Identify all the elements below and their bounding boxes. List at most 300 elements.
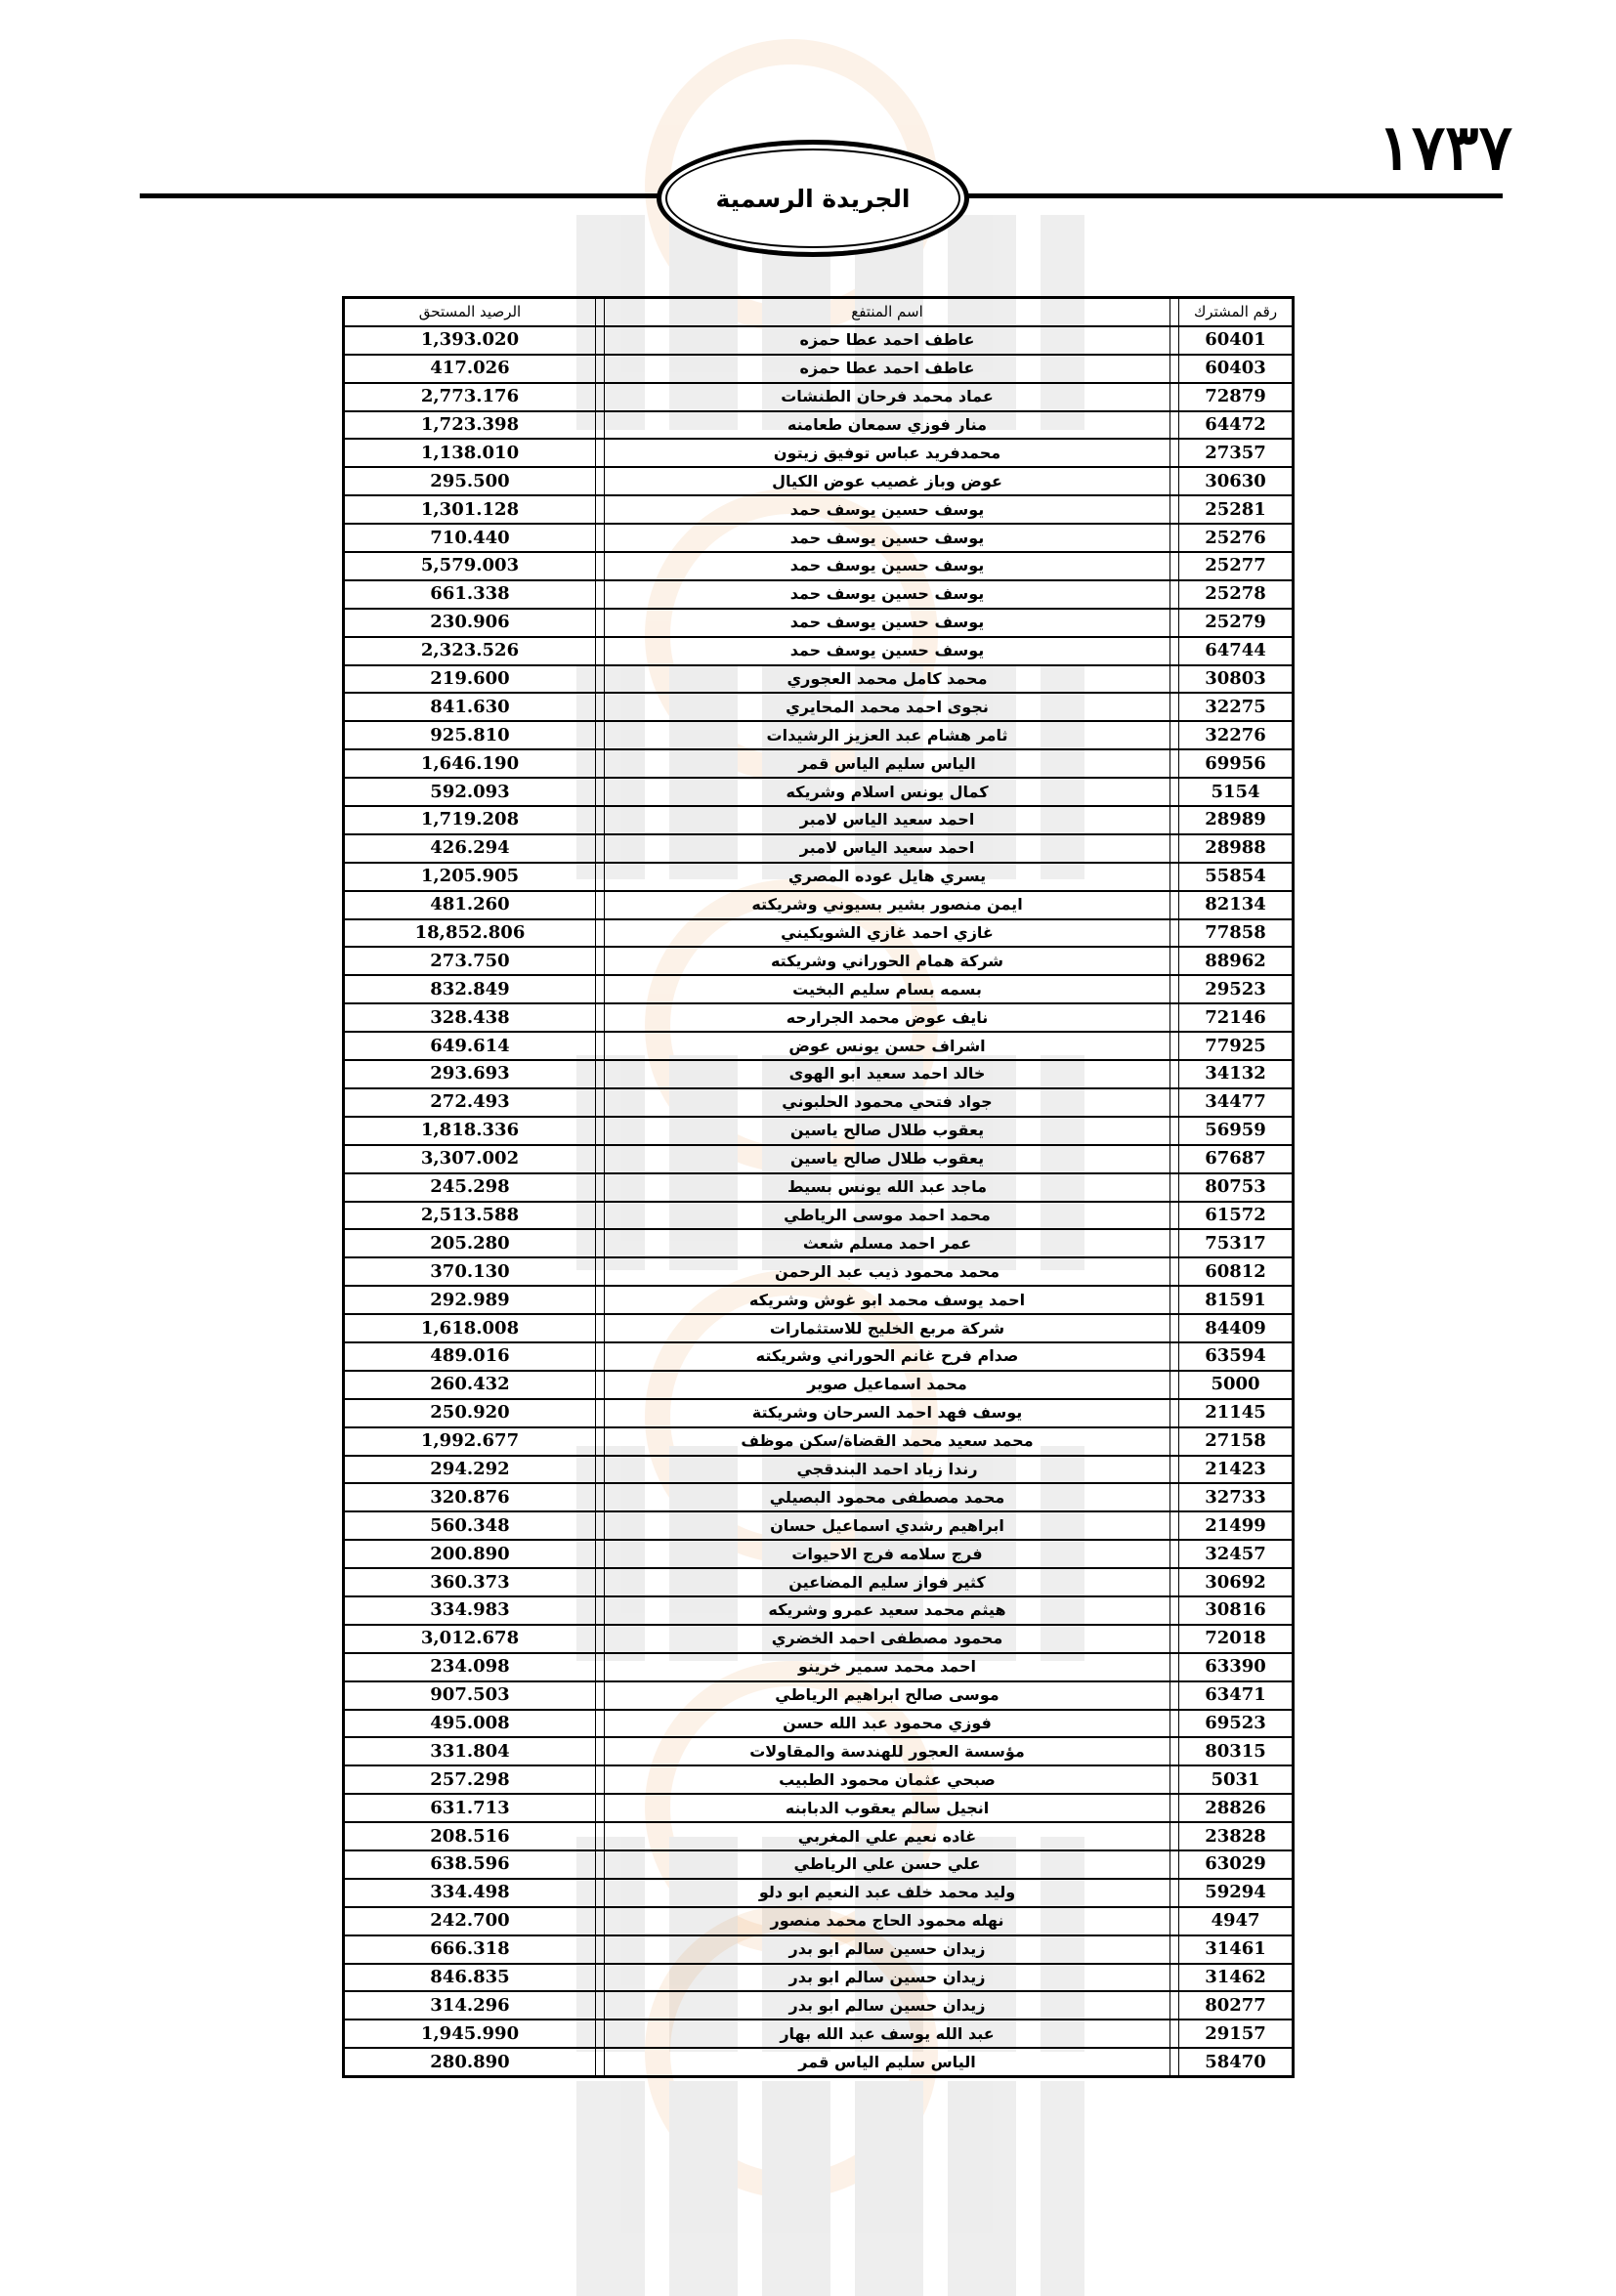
column-gap	[596, 637, 604, 665]
table-row	[344, 1625, 1293, 1653]
column-gap	[596, 1427, 604, 1456]
column-gap	[1170, 1257, 1178, 1286]
subscriber-number-cell: 63390	[1178, 1653, 1293, 1681]
beneficiary-name-cell: يعقوب طلال صالح ياسين	[604, 1145, 1170, 1173]
balance-cell: 1,205.905	[344, 863, 596, 891]
beneficiary-name-cell: محمد احمد موسى الرياطي	[604, 1202, 1170, 1230]
balance-cell: 320.876	[344, 1483, 596, 1511]
column-gap	[596, 1596, 604, 1625]
column-gap	[1170, 1850, 1178, 1879]
beneficiary-name-cell: يوسف حسين يوسف حمد	[604, 637, 1170, 665]
subscriber-number-cell: 60812	[1178, 1257, 1293, 1286]
balance-cell: 661.338	[344, 580, 596, 609]
column-gap	[1170, 1681, 1178, 1710]
beneficiary-name-cell: عاطف احمد عطا حمزه	[604, 355, 1170, 383]
subscriber-number-cell: 5000	[1178, 1371, 1293, 1399]
subscriber-number-cell: 72146	[1178, 1003, 1293, 1032]
column-gap	[1170, 1032, 1178, 1060]
column-gap	[596, 1314, 604, 1342]
column-gap	[1170, 1088, 1178, 1117]
column-gap	[1170, 1596, 1178, 1625]
column-gap	[596, 721, 604, 749]
column-gap	[596, 1511, 604, 1540]
column-gap	[1170, 693, 1178, 721]
column-gap	[596, 947, 604, 975]
beneficiary-name-cell: نجوى احمد محمد المحايري	[604, 693, 1170, 721]
subscriber-number-cell: 80277	[1178, 1991, 1293, 2020]
subscriber-number-cell: 64744	[1178, 637, 1293, 665]
balance-cell: 245.298	[344, 1173, 596, 1202]
table-row	[344, 383, 1293, 411]
subscriber-number-cell: 55854	[1178, 863, 1293, 891]
balance-cell: 331.804	[344, 1737, 596, 1765]
column-gap	[1170, 1935, 1178, 1964]
subscriber-number-cell: 32457	[1178, 1540, 1293, 1568]
balance-cell: 250.920	[344, 1399, 596, 1427]
column-gap	[1170, 298, 1178, 326]
balance-cell: 5,579.003	[344, 552, 596, 580]
table-row	[344, 1710, 1293, 1738]
column-gap	[1170, 411, 1178, 440]
table-row	[344, 1060, 1293, 1088]
subscriber-number-cell: 63029	[1178, 1850, 1293, 1879]
column-gap	[596, 1991, 604, 2020]
balance-cell: 242.700	[344, 1907, 596, 1935]
beneficiary-name-cell: شركة همام الحوراني وشريكته	[604, 947, 1170, 975]
subscriber-number-cell: 32733	[1178, 1483, 1293, 1511]
beneficiary-name-cell: الياس سليم الياس قمر	[604, 749, 1170, 778]
balance-cell: 907.503	[344, 1681, 596, 1710]
balance-cell: 417.026	[344, 355, 596, 383]
column-gap	[1170, 1511, 1178, 1540]
column-gap	[1170, 863, 1178, 891]
beneficiary-name-cell: نايف عوض محمد الجرارحه	[604, 1003, 1170, 1032]
balance-cell: 280.890	[344, 2048, 596, 2076]
table-row	[344, 1483, 1293, 1511]
beneficiary-name-cell: شركة مربع الخليج للاستثمارات	[604, 1314, 1170, 1342]
table-row	[344, 721, 1293, 749]
table-row	[344, 1003, 1293, 1032]
beneficiary-name-cell: زيدان حسين سالم ابو بدر	[604, 1964, 1170, 1992]
column-gap	[596, 1342, 604, 1371]
column-gap	[1170, 1371, 1178, 1399]
balance-cell: 1,301.128	[344, 495, 596, 524]
table-row	[344, 1850, 1293, 1879]
column-gap	[1170, 919, 1178, 948]
subscriber-number-cell: 23828	[1178, 1822, 1293, 1850]
subscriber-number-cell: 31462	[1178, 1964, 1293, 1992]
table-body	[344, 326, 1293, 2076]
column-gap	[1170, 637, 1178, 665]
column-gap	[1170, 1003, 1178, 1032]
subscriber-number-cell: 67687	[1178, 1145, 1293, 1173]
beneficiary-name-cell: محمد سعيد محمد القضاة/سكن موظف	[604, 1427, 1170, 1456]
beneficiary-name-cell: رندا زياد احمد البندقجي	[604, 1456, 1170, 1484]
subscriber-number-cell: 30816	[1178, 1596, 1293, 1625]
subscriber-number-cell: 60401	[1178, 326, 1293, 355]
balance-cell: 3,307.002	[344, 1145, 596, 1173]
column-gap	[596, 1229, 604, 1257]
subscriber-number-cell: 30803	[1178, 665, 1293, 694]
table-row	[344, 919, 1293, 948]
column-gap	[1170, 383, 1178, 411]
balance-cell: 560.348	[344, 1511, 596, 1540]
column-gap	[1170, 1625, 1178, 1653]
column-gap	[1170, 1879, 1178, 1907]
column-gap	[596, 609, 604, 637]
column-gap	[1170, 467, 1178, 495]
column-gap	[596, 1088, 604, 1117]
table-row	[344, 1202, 1293, 1230]
page-number: ١٧٣٧	[1378, 111, 1512, 185]
column-gap	[596, 355, 604, 383]
column-gap	[596, 2020, 604, 2048]
table-row	[344, 1568, 1293, 1596]
subscriber-number-cell: 21499	[1178, 1511, 1293, 1540]
subscriber-number-cell: 88962	[1178, 947, 1293, 975]
balance-cell: 1,818.336	[344, 1117, 596, 1145]
beneficiary-name-cell: فرج سلامه فرج الاحيوات	[604, 1540, 1170, 1568]
subscriber-number-cell: 75317	[1178, 1229, 1293, 1257]
balance-cell: 832.849	[344, 975, 596, 1003]
column-gap	[1170, 1907, 1178, 1935]
table-row	[344, 665, 1293, 694]
balance-cell: 1,945.990	[344, 2020, 596, 2048]
column-gap	[596, 778, 604, 806]
beneficiary-name-cell: عمر احمد مسلم شعث	[604, 1229, 1170, 1257]
table-row	[344, 749, 1293, 778]
table-row	[344, 1511, 1293, 1540]
column-gap	[596, 524, 604, 552]
column-gap	[1170, 1568, 1178, 1596]
beneficiary-name-cell: بسمه بسام سليم البخيت	[604, 975, 1170, 1003]
subscriber-number-cell: 63471	[1178, 1681, 1293, 1710]
beneficiary-name-cell: زيدان حسين سالم ابو بدر	[604, 1991, 1170, 2020]
column-gap	[1170, 1483, 1178, 1511]
column-gap	[596, 411, 604, 440]
column-gap	[1170, 1342, 1178, 1371]
table-row	[344, 1286, 1293, 1314]
column-gap	[596, 1794, 604, 1822]
column-gap	[1170, 495, 1178, 524]
table-row	[344, 1964, 1293, 1992]
column-gap	[596, 1653, 604, 1681]
column-gap	[596, 298, 604, 326]
table-row	[344, 1117, 1293, 1145]
column-gap	[1170, 439, 1178, 467]
balance-cell: 710.440	[344, 524, 596, 552]
beneficiary-name-cell: يوسف حسين يوسف حمد	[604, 609, 1170, 637]
beneficiary-name-cell: عبد الله يوسف عبد الله بهار	[604, 2020, 1170, 2048]
beneficiary-name-cell: نهله محمود الحاج محمد منصور	[604, 1907, 1170, 1935]
column-gap	[596, 1173, 604, 1202]
balance-cell: 293.693	[344, 1060, 596, 1088]
column-gap	[1170, 1964, 1178, 1992]
beneficiary-name-cell: محمد كامل محمد العجوري	[604, 665, 1170, 694]
column-gap	[1170, 1427, 1178, 1456]
gazette-title: الجريدة الرسمية	[715, 184, 911, 213]
column-gap	[596, 1060, 604, 1088]
column-gap	[1170, 1540, 1178, 1568]
balance-cell: 2,513.588	[344, 1202, 596, 1230]
column-gap	[1170, 1765, 1178, 1794]
balance-cell: 294.292	[344, 1456, 596, 1484]
beneficiary-name-cell: انجيل سالم يعقوب الدبابنه	[604, 1794, 1170, 1822]
table-row	[344, 863, 1293, 891]
balance-cell: 219.600	[344, 665, 596, 694]
subscriber-number-cell: 27158	[1178, 1427, 1293, 1456]
table-row	[344, 552, 1293, 580]
subscriber-number-cell: 58470	[1178, 2048, 1293, 2076]
balance-cell: 234.098	[344, 1653, 596, 1681]
balance-cell: 208.516	[344, 1822, 596, 1850]
table-row	[344, 1173, 1293, 1202]
subscriber-number-cell: 25281	[1178, 495, 1293, 524]
subscriber-number-cell: 21145	[1178, 1399, 1293, 1427]
balance-cell: 841.630	[344, 693, 596, 721]
subscriber-number-cell: 72018	[1178, 1625, 1293, 1653]
table-row	[344, 1935, 1293, 1964]
balance-cell: 1,646.190	[344, 749, 596, 778]
column-gap	[596, 326, 604, 355]
column-gap	[1170, 1117, 1178, 1145]
beneficiary-name-cell: كثير فواز سليم المضاعين	[604, 1568, 1170, 1596]
balance-cell: 295.500	[344, 467, 596, 495]
column-gap	[596, 1737, 604, 1765]
balance-cell: 370.130	[344, 1257, 596, 1286]
column-gap	[596, 580, 604, 609]
column-gap	[596, 1483, 604, 1511]
column-gap	[596, 1286, 604, 1314]
subscriber-number-cell: 80753	[1178, 1173, 1293, 1202]
table-row	[344, 1765, 1293, 1794]
subscriber-number-cell: 69956	[1178, 749, 1293, 778]
subscriber-number-cell: 82134	[1178, 891, 1293, 919]
column-gap	[1170, 1794, 1178, 1822]
balance-cell: 328.438	[344, 1003, 596, 1032]
column-gap	[1170, 834, 1178, 863]
column-gap	[596, 1907, 604, 1935]
table-row	[344, 1907, 1293, 1935]
subscriber-number-cell: 80315	[1178, 1737, 1293, 1765]
table-row	[344, 1879, 1293, 1907]
table-row	[344, 1427, 1293, 1456]
subscriber-number-cell: 32276	[1178, 721, 1293, 749]
subscriber-number-cell: 29523	[1178, 975, 1293, 1003]
beneficiary-name-cell: كمال يونس اسلام وشريكه	[604, 778, 1170, 806]
subscriber-number-cell: 25279	[1178, 609, 1293, 637]
balance-cell: 1,723.398	[344, 411, 596, 440]
table-row	[344, 1399, 1293, 1427]
balance-cell: 292.989	[344, 1286, 596, 1314]
column-header-subscriber: رقم المشترك	[1178, 298, 1293, 326]
table-row	[344, 834, 1293, 863]
column-gap	[1170, 749, 1178, 778]
table-row	[344, 1229, 1293, 1257]
balance-cell: 230.906	[344, 609, 596, 637]
column-gap	[596, 2048, 604, 2076]
column-gap	[1170, 1060, 1178, 1088]
column-gap	[596, 919, 604, 948]
beneficiary-name-cell: اشراف حسن يونس عوض	[604, 1032, 1170, 1060]
table-row	[344, 495, 1293, 524]
beneficiary-name-cell: علي حسن علي الرياطي	[604, 1850, 1170, 1879]
table-row	[344, 1991, 1293, 2020]
column-gap	[1170, 1229, 1178, 1257]
beneficiary-name-cell: محمدفريد عباس توفيق زيتون	[604, 439, 1170, 467]
beneficiary-name-cell: محمد اسماعيل صوير	[604, 1371, 1170, 1399]
column-gap	[1170, 975, 1178, 1003]
column-gap	[1170, 1737, 1178, 1765]
table-row	[344, 947, 1293, 975]
subscriber-number-cell: 69523	[1178, 1710, 1293, 1738]
balance-cell: 1,138.010	[344, 439, 596, 467]
table-row	[344, 609, 1293, 637]
table-row	[344, 637, 1293, 665]
column-gap	[596, 1202, 604, 1230]
column-gap	[596, 495, 604, 524]
balance-cell: 649.614	[344, 1032, 596, 1060]
column-gap	[596, 1540, 604, 1568]
table-row	[344, 1342, 1293, 1371]
column-gap	[596, 1710, 604, 1738]
balance-cell: 1,992.677	[344, 1427, 596, 1456]
column-header-name: اسم المنتفع	[604, 298, 1170, 326]
column-header-balance: الرصيد المستحق	[344, 298, 596, 326]
column-gap	[1170, 891, 1178, 919]
beneficiary-name-cell: يوسف حسين يوسف حمد	[604, 524, 1170, 552]
balances-table-container	[342, 296, 1283, 2078]
column-gap	[596, 1257, 604, 1286]
table-row	[344, 411, 1293, 440]
column-gap	[1170, 1399, 1178, 1427]
column-gap	[596, 1371, 604, 1399]
subscriber-number-cell: 60403	[1178, 355, 1293, 383]
column-gap	[596, 439, 604, 467]
subscriber-number-cell: 28826	[1178, 1794, 1293, 1822]
column-gap	[596, 1456, 604, 1484]
balances-table	[342, 296, 1295, 2078]
column-gap	[1170, 326, 1178, 355]
beneficiary-name-cell: احمد يوسف محمد ابو غوش وشريكه	[604, 1286, 1170, 1314]
beneficiary-name-cell: ايمن منصور بشير بسيوني وشريكته	[604, 891, 1170, 919]
beneficiary-name-cell: ثامر هشام عبد العزيز الرشيدات	[604, 721, 1170, 749]
column-gap	[596, 1765, 604, 1794]
column-gap	[596, 1935, 604, 1964]
table-row	[344, 1681, 1293, 1710]
column-gap	[1170, 1145, 1178, 1173]
table-row	[344, 580, 1293, 609]
subscriber-number-cell: 34132	[1178, 1060, 1293, 1088]
subscriber-number-cell: 5154	[1178, 778, 1293, 806]
table-row	[344, 1257, 1293, 1286]
beneficiary-name-cell: ابراهيم رشدي اسماعيل حسان	[604, 1511, 1170, 1540]
beneficiary-name-cell: منار فوزي سمعان طعامنه	[604, 411, 1170, 440]
table-row	[344, 1032, 1293, 1060]
header-title-oval	[657, 140, 969, 257]
column-gap	[1170, 721, 1178, 749]
balance-cell: 495.008	[344, 1710, 596, 1738]
column-gap	[1170, 2048, 1178, 2076]
beneficiary-name-cell: هيثم محمد سعيد عمرو وشريكه	[604, 1596, 1170, 1625]
beneficiary-name-cell: محمود مصطفى احمد الخضري	[604, 1625, 1170, 1653]
balance-cell: 846.835	[344, 1964, 596, 1992]
balance-cell: 18,852.806	[344, 919, 596, 948]
subscriber-number-cell: 21423	[1178, 1456, 1293, 1484]
column-gap	[596, 749, 604, 778]
table-row	[344, 2048, 1293, 2076]
beneficiary-name-cell: احمد محمد سمير خرينو	[604, 1653, 1170, 1681]
subscriber-number-cell: 28989	[1178, 806, 1293, 834]
balance-cell: 1,393.020	[344, 326, 596, 355]
table-row	[344, 524, 1293, 552]
balance-cell: 272.493	[344, 1088, 596, 1117]
subscriber-number-cell: 25278	[1178, 580, 1293, 609]
balance-cell: 334.983	[344, 1596, 596, 1625]
table-row	[344, 693, 1293, 721]
beneficiary-name-cell: فوزي محمود عبد الله حسن	[604, 1710, 1170, 1738]
beneficiary-name-cell: موسى صالح ابراهيم الرياطي	[604, 1681, 1170, 1710]
balance-cell: 631.713	[344, 1794, 596, 1822]
balance-cell: 2,323.526	[344, 637, 596, 665]
beneficiary-name-cell: صدام فرح غانم الحوراني وشريكته	[604, 1342, 1170, 1371]
column-gap	[1170, 524, 1178, 552]
column-gap	[596, 1625, 604, 1653]
column-gap	[1170, 665, 1178, 694]
beneficiary-name-cell: يوسف حسين يوسف حمد	[604, 580, 1170, 609]
subscriber-number-cell: 28988	[1178, 834, 1293, 863]
table-row	[344, 778, 1293, 806]
beneficiary-name-cell: وليد محمد خلف عبد النعيم ابو دلو	[604, 1879, 1170, 1907]
table-row	[344, 891, 1293, 919]
column-gap	[596, 383, 604, 411]
beneficiary-name-cell: يعقوب طلال صالح ياسين	[604, 1117, 1170, 1145]
balance-cell: 1,618.008	[344, 1314, 596, 1342]
column-gap	[1170, 1456, 1178, 1484]
beneficiary-name-cell: احمد سعيد الياس لامبر	[604, 806, 1170, 834]
balance-cell: 314.296	[344, 1991, 596, 2020]
column-gap	[1170, 1202, 1178, 1230]
column-gap	[1170, 1710, 1178, 1738]
beneficiary-name-cell: عاطف احمد عطا حمزه	[604, 326, 1170, 355]
beneficiary-name-cell: يوسف حسين يوسف حمد	[604, 552, 1170, 580]
beneficiary-name-cell: يوسف فهد احمد السرحان وشريكتة	[604, 1399, 1170, 1427]
beneficiary-name-cell: الياس سليم الياس قمر	[604, 2048, 1170, 2076]
table-row	[344, 1653, 1293, 1681]
subscriber-number-cell: 31461	[1178, 1935, 1293, 1964]
beneficiary-name-cell: خالد احمد سعيد ابو الهوى	[604, 1060, 1170, 1088]
column-gap	[1170, 552, 1178, 580]
subscriber-number-cell: 72879	[1178, 383, 1293, 411]
subscriber-number-cell: 29157	[1178, 2020, 1293, 2048]
column-gap	[596, 693, 604, 721]
column-gap	[596, 467, 604, 495]
subscriber-number-cell: 30692	[1178, 1568, 1293, 1596]
table-row	[344, 1822, 1293, 1850]
balance-cell: 925.810	[344, 721, 596, 749]
balance-cell: 592.093	[344, 778, 596, 806]
column-gap	[1170, 947, 1178, 975]
beneficiary-name-cell: مؤسسة العجور للهندسة والمقاولات	[604, 1737, 1170, 1765]
table-row	[344, 1145, 1293, 1173]
column-gap	[1170, 580, 1178, 609]
column-gap	[596, 806, 604, 834]
subscriber-number-cell: 63594	[1178, 1342, 1293, 1371]
column-gap	[596, 1822, 604, 1850]
beneficiary-name-cell: عوض وباز غصيب عوض الكيال	[604, 467, 1170, 495]
column-gap	[1170, 778, 1178, 806]
balance-cell: 489.016	[344, 1342, 596, 1371]
